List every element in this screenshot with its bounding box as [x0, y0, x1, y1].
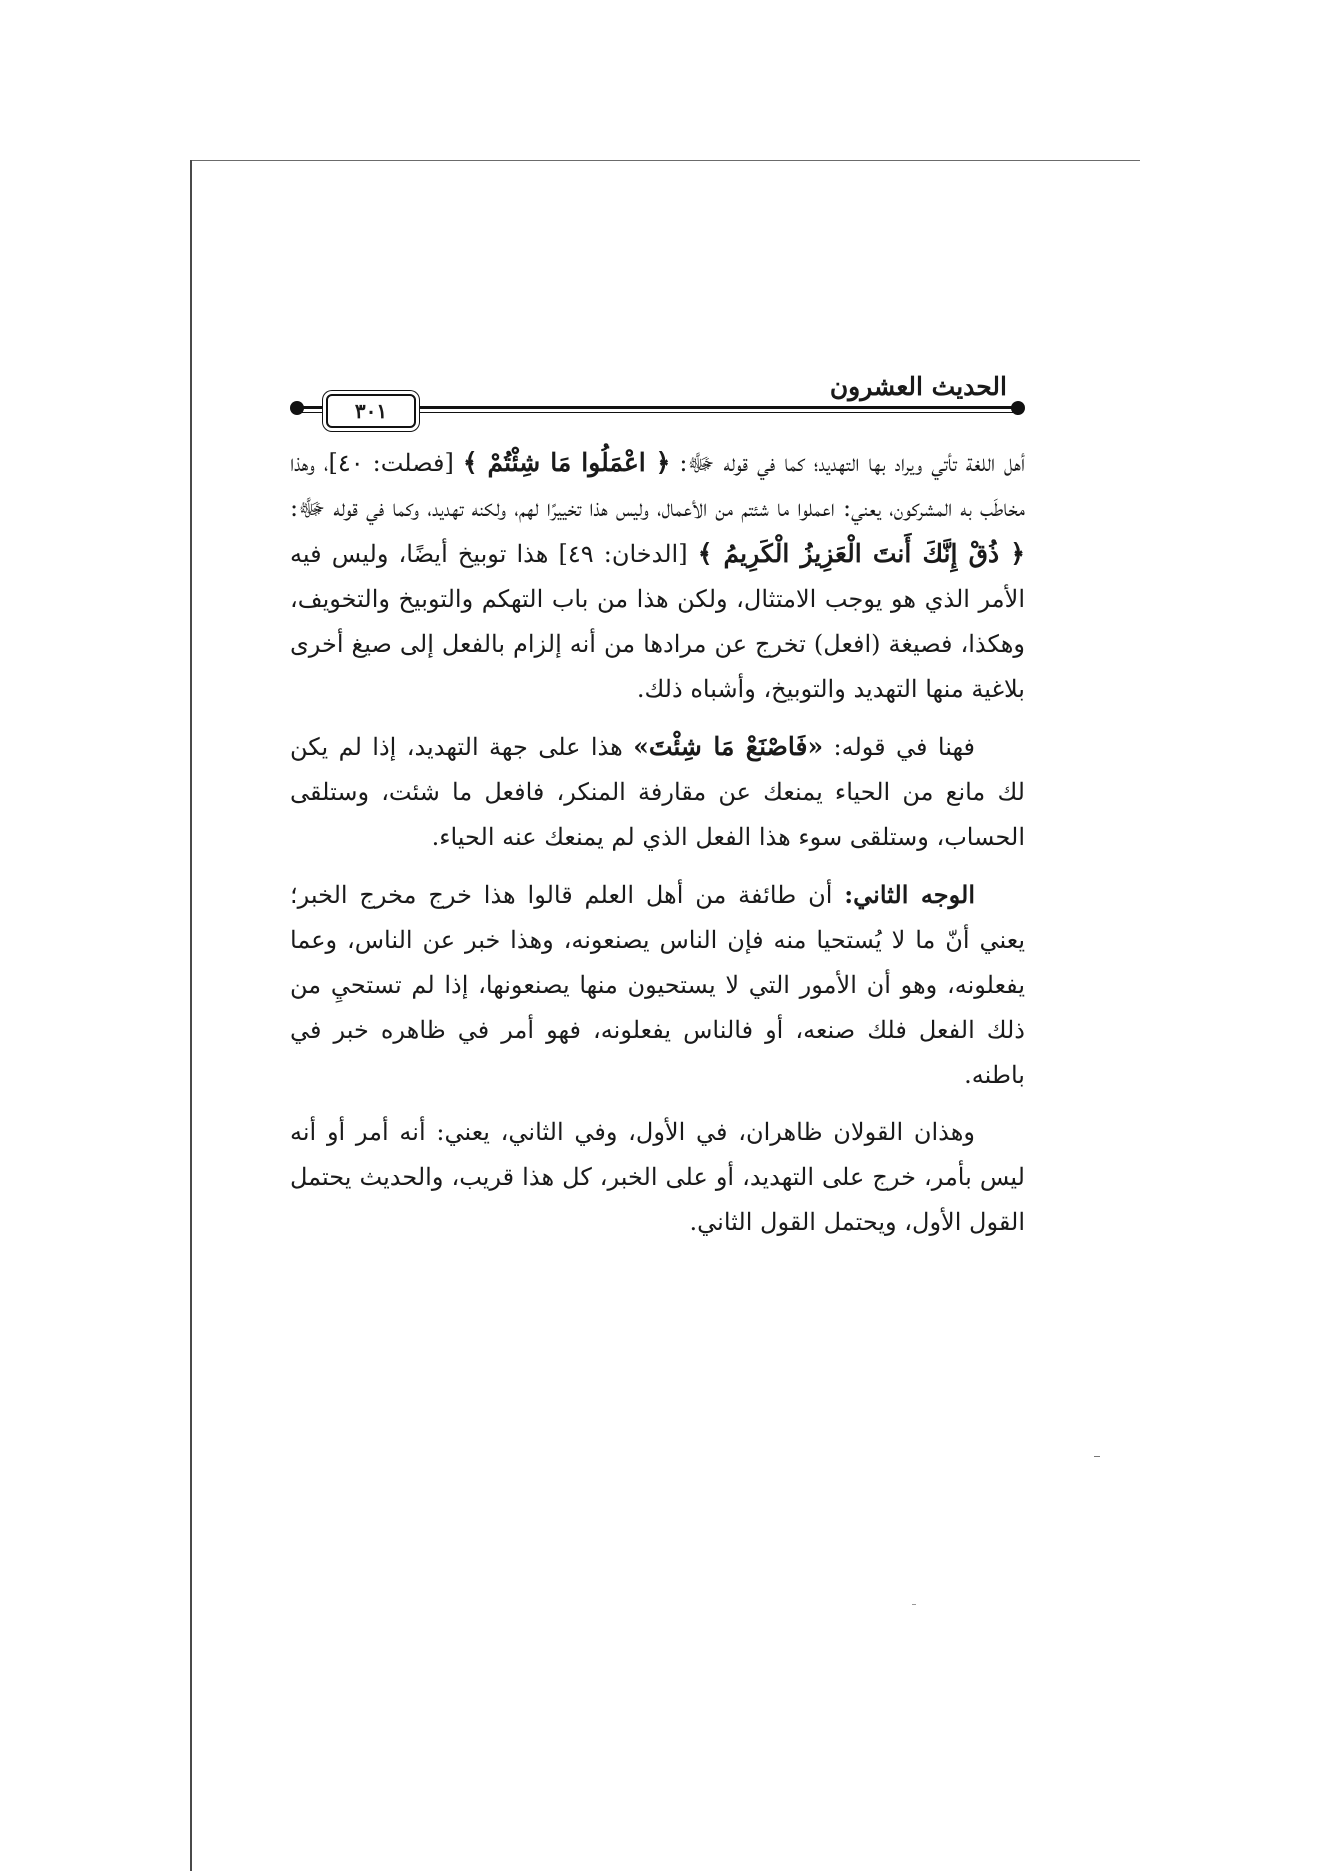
section-lead: الوجه الثاني: — [844, 880, 976, 909]
paragraph-2 — [290, 724, 1025, 860]
scan-border-left — [190, 160, 192, 1871]
running-title: الحديث العشرون — [829, 372, 1007, 401]
paragraph-1-text-3: [الدخان: ٤٩] هذا توبيخ أيضًا، وليس فيه الأمر الذي هو يوجب الامتثال، ولكن هذا من باب التهكم والتوبيخ والتخويف، وهكذا، فصيغة (افعل) تخرج عن مرادها من أنه إلزام بالفعل إلى صيغ أخرى بلاغية منها التهديد والتوبيخ، وأشباه ذلك. — [290, 540, 1025, 703]
header-ornament-dot-left — [290, 401, 304, 415]
quran-verse-2: ﴿ ذُقْ إِنَّكَ أَنتَ الْعَزِيزُ الْكَرِيمُ ﴾ — [697, 539, 1026, 568]
paragraph-4 — [290, 1110, 1025, 1245]
scan-border-top — [190, 160, 1140, 161]
paragraph-3 — [290, 872, 1025, 1098]
page-header — [290, 372, 1025, 422]
paragraph-1-text-2: [فصلت: ٤٠]، وهذا مخاطَب به المشركون، يعني: اعملوا ما شئتم من الأعمال، وليس هذا تخييرًا لهم، ولكنه تهديد، وكما في قوله ﷻ: — [290, 449, 1025, 522]
paragraph-2-text-1: فهنا في قوله: — [823, 733, 975, 761]
hadith-quote: «فَاصْنَعْ مَا شِئْتَ» — [633, 732, 824, 761]
paragraph-1-text-1: أهل اللغة تأتي ويراد بها التهديد؛ كما في قوله ﷻ: — [670, 449, 1025, 477]
page-number: ٣٠١ — [326, 394, 416, 428]
paragraph-4-text-1: وهذان القولان ظاهران، في الأول، وفي الثاني، يعني: أنه أمر أو أنه ليس بأمر، خرج على التهديد، أو على الخبر، كل هذا قريب، والحديث يحتمل القول الأول، ويحتمل القول الثاني. — [290, 1118, 1025, 1236]
page-body — [290, 440, 1025, 1257]
scan-speck-2 — [912, 1604, 916, 1605]
paragraph-3-text-1: أن طائفة من أهل العلم قالوا هذا خرج مخرج الخبر؛ يعني أنّ ما لا يُستحيا منه فإن الناس يصنعونه، وهذا خبر عن الناس، وعما يفعلونه، وهو أن الأمور التي لا يستحيون منها يصنعونها، إذا لم تستحيِ من ذلك الفعل فلك صنعه، أو فالناس يفعلونه، فهو أمر في ظاهره خبر في باطنه. — [290, 881, 1025, 1089]
paragraph-1 — [290, 440, 1025, 712]
scan-speck — [1094, 1456, 1100, 1457]
quran-verse-1: ﴿ اعْمَلُوا مَا شِئْتُمْ ﴾ — [462, 448, 671, 477]
header-ornament-dot-right — [1011, 401, 1025, 415]
paragraph-2-text-2: هذا على جهة التهديد، إذا لم يكن لك مانع من الحياء يمنعك عن مقارفة المنكر، فافعل ما شئت، وستلقى الحساب، وستلقى سوء هذا الفعل الذي لم يمنعك عنه الحياء. — [290, 733, 1025, 851]
